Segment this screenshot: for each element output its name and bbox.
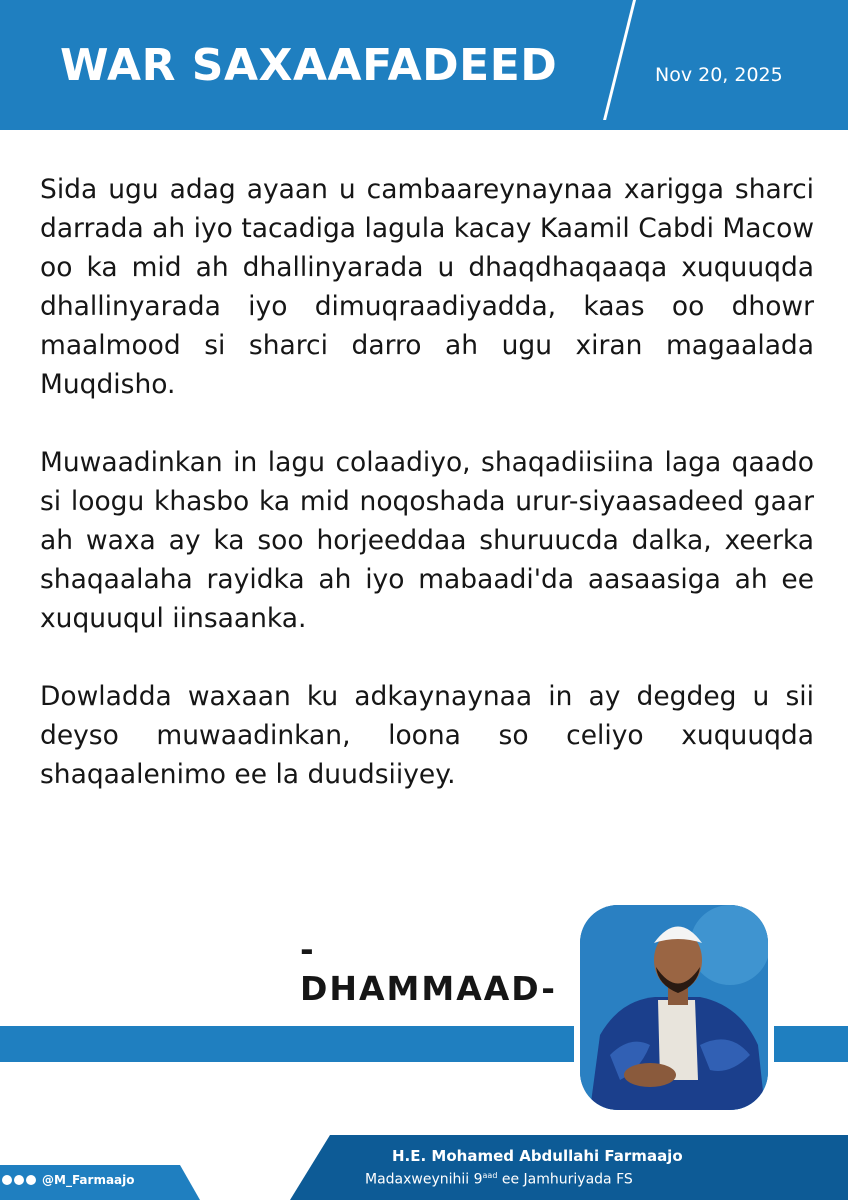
header-divider: [603, 0, 636, 120]
author-role: [365, 1171, 633, 1188]
paragraph-3: Dowladda waxaan ku adkaynaynaa in ay degdeg u sii deyso muwaadinkan, loona so celiyo xuquuqda shaqaalenimo ee la duudsiiyey.: [40, 681, 814, 790]
youtube-icon[interactable]: [26, 1175, 36, 1185]
role-prefix: Madaxweynihii 9: [365, 1171, 483, 1188]
role-suffix: ee Jamhuriyada FS: [497, 1171, 633, 1188]
footer: [0, 1135, 848, 1200]
statement-body: [40, 170, 814, 833]
header-banner: [0, 0, 848, 130]
portrait-photo: [580, 905, 768, 1110]
instagram-icon[interactable]: [14, 1175, 24, 1185]
social-links: [2, 1173, 135, 1187]
page-title: WAR SAXAAFADEED: [60, 40, 558, 91]
release-date: Nov 20, 2025: [655, 64, 783, 86]
paragraph-1: Sida ugu adag ayaan u cambaareynaynaa xarigga sharci darrada ah iyo tacadiga lagula kacay Kaamil Cabdi Macow oo ka mid ah dhallinyarada u dhaqdhaqaaqa xuquuqda dhallinyarada iyo dimuqraadiyadda, kaas oo dhowr maalmood si sharci darro ah ugu xiran magaalada Muqdisho.: [40, 174, 814, 400]
social-handle[interactable]: @M_Farmaajo: [42, 1173, 135, 1187]
footer-background: [0, 1135, 848, 1200]
role-superscript: aad: [482, 1171, 498, 1180]
author-name: H.E. Mohamed Abdullahi Farmaajo: [392, 1147, 683, 1165]
paragraph-2: Muwaadinkan in lagu colaadiyo, shaqadiisiina laga qaado si loogu khasbo ka mid noqoshada urur-siyaasadeed gaar ah waxa ay ka soo horjeeddaa shuruucda dalka, xeerka shaqaalaha rayidka ah iyo mabaadi'da aasaasiga ah ee xuquuqul iinsaanka.: [40, 447, 814, 634]
facebook-icon[interactable]: [2, 1175, 12, 1185]
closing-mark: -DHAMMAAD-: [300, 930, 558, 1008]
portrait-illustration: [580, 905, 768, 1110]
